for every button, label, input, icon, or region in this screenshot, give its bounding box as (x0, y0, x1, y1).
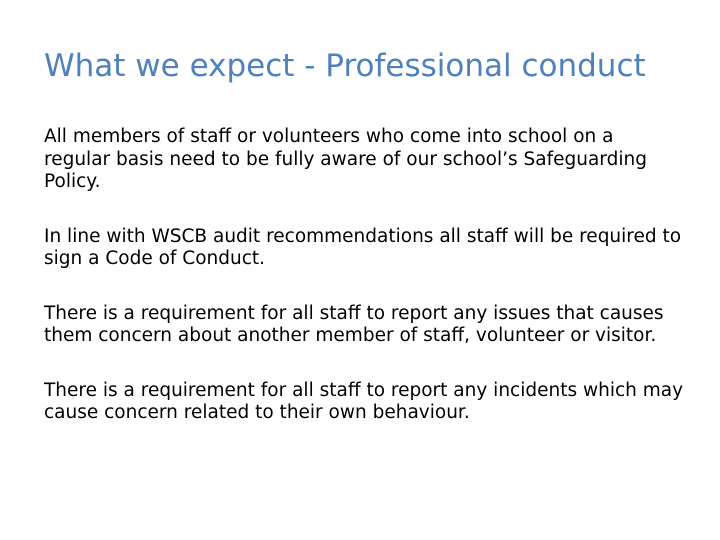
paragraph-report-concerns: There is a requirement for all staff to report any issues that causes them concern about another member of staff, volunteer or visitor. (44, 302, 664, 346)
paragraph-safeguarding-policy: All members of staff or volunteers who come into school on a regular basis need to be fully aware of our school’s Safeguarding Policy. (44, 126, 647, 192)
slide-title: What we expect - Professional conduct (44, 48, 646, 84)
paragraph-report-incidents: There is a requirement for all staff to report any incidents which may cause concern related to their own behaviour. (44, 379, 684, 423)
slide-body (44, 126, 684, 425)
paragraph-code-of-conduct: In line with WSCB audit recommendations all staff will be required to sign a Code of Conduct. (44, 225, 682, 269)
